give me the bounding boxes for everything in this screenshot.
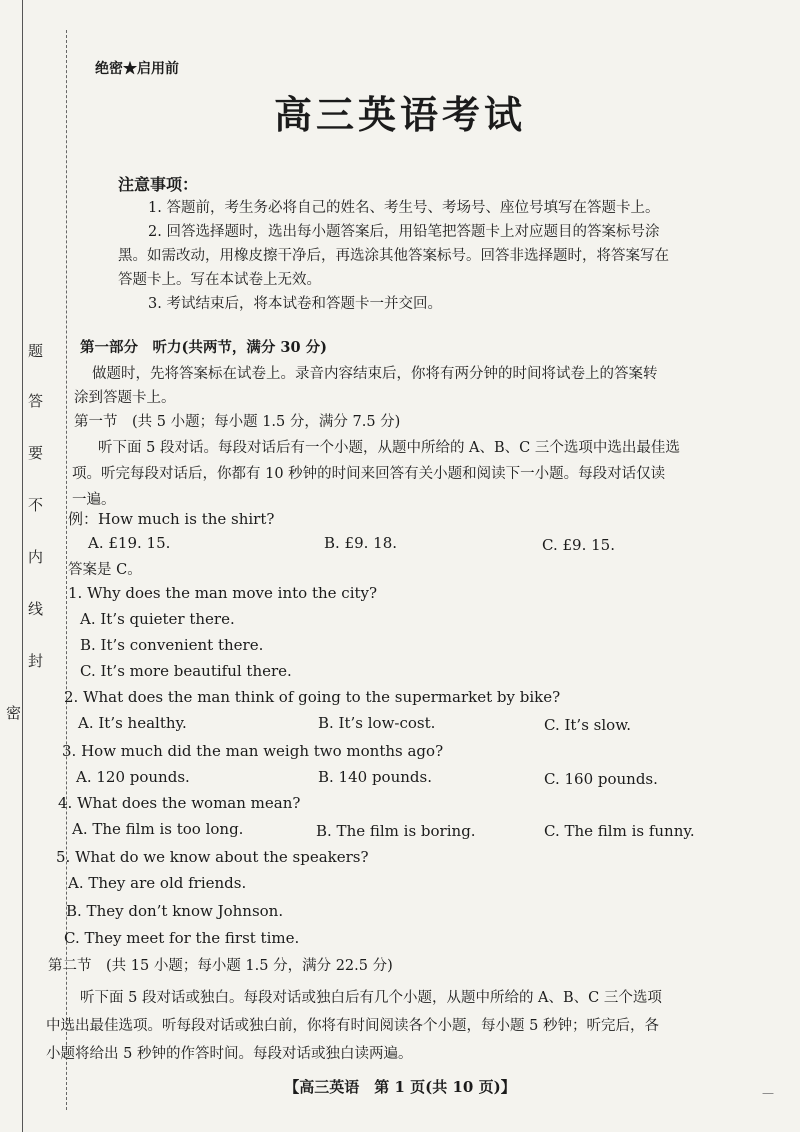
example-option: A. £19. 15. [88, 534, 171, 552]
question: 1. Why does the man move into the city? [68, 584, 378, 602]
example-answer: 答案是 C。 [68, 562, 142, 578]
binding-char: 密 [6, 704, 22, 722]
question: 4. What does the woman mean? [58, 794, 301, 812]
part1-intro-line: 做题时，先将答案标在试卷上。录音内容结束后，你将有两分钟的时间将试卷上的答案转 [92, 366, 658, 382]
page-footer: 【高三英语 第 1 页(共 10 页)】 [284, 1078, 516, 1096]
corner-mark: — [762, 1086, 774, 1100]
question-option: B. It’s low-cost. [318, 714, 436, 732]
question: 2. What does the man think of going to the supermarket by bike? [64, 688, 561, 706]
notice-line: 黑。如需改动，用橡皮擦干净后，再选涂其他答案标号。回答非选择题时，将答案写在 [118, 248, 669, 264]
question-option: C. It’s slow. [544, 716, 632, 734]
notice-line: 1. 答题前，考生务必将自己的姓名、考生号、考场号、座位号填写在答题卡上。 [148, 200, 660, 216]
binding-char: 要 [28, 444, 44, 462]
example-option: B. £9. 18. [324, 534, 398, 552]
binding-char: 题 [28, 342, 44, 360]
notice-heading: 注意事项： [118, 175, 199, 194]
binding-char: 不 [28, 496, 44, 514]
binding-char: 内 [28, 548, 44, 566]
notice-line: 2. 回答选择题时，选出每小题答案后，用铅笔把答题卡上对应题目的答案标号涂 [148, 224, 660, 240]
section1-instruction: 项。听完每段对话后，你都有 10 秒钟的时间来回答有关小题和阅读下一小题。每段对话仅读 [72, 466, 666, 482]
notice-line: 3. 考试结束后，将本试卷和答题卡一并交回。 [148, 296, 442, 312]
question-option: C. It’s more beautiful there. [80, 662, 292, 680]
question-option: A. The film is too long. [72, 820, 244, 838]
part1-heading: 第一部分 听力(共两节，满分 30 分) [80, 339, 327, 356]
binding-char: 答 [28, 392, 44, 410]
question-option: A. It’s quieter there. [80, 610, 235, 628]
section2-heading: 第二节 (共 15 小题；每小题 1.5 分，满分 22.5 分) [48, 958, 393, 974]
example-question: 例：How much is the shirt? [68, 510, 275, 528]
seal-line [66, 30, 67, 1110]
example-option: C. £9. 15. [542, 536, 615, 554]
binding-line [22, 0, 23, 1132]
confidential-label: 绝密★启用前 [95, 61, 179, 77]
page-title: 高三英语考试 [273, 92, 526, 137]
part1-intro-line: 涂到答题卡上。 [74, 390, 176, 406]
section1-heading: 第一节 (共 5 小题；每小题 1.5 分，满分 7.5 分) [74, 414, 401, 430]
question: 3. How much did the man weigh two months ago? [62, 742, 444, 760]
question-option: A. It’s healthy. [78, 714, 187, 732]
notice-line: 答题卡上。写在本试卷上无效。 [118, 272, 321, 288]
question-option: B. 140 pounds. [318, 768, 432, 786]
section2-instruction: 中选出最佳选项。听每段对话或独白前，你将有时间阅读各个小题，每小题 5 秒钟；听完后，各 [46, 1018, 659, 1034]
binding-char: 封 [28, 652, 44, 670]
question-option: B. It’s convenient there. [80, 636, 264, 654]
question: 5. What do we know about the speakers? [56, 848, 369, 866]
binding-char: 线 [28, 600, 44, 618]
question-option: B. They don’t know Johnson. [66, 902, 284, 920]
question-option: C. They meet for the first time. [64, 929, 300, 947]
question-option: C. 160 pounds. [544, 770, 658, 788]
section1-instruction: 一遍。 [72, 492, 116, 508]
section2-instruction: 小题将给出 5 秒钟的作答时间。每段对话或独白读两遍。 [46, 1046, 413, 1062]
question-option: C. The film is funny. [544, 822, 695, 840]
question-option: B. The film is boring. [316, 822, 476, 840]
section2-instruction: 听下面 5 段对话或独白。每段对话或独白后有几个小题，从题中所给的 A、B、C 三个选项 [80, 990, 662, 1006]
question-option: A. 120 pounds. [76, 768, 190, 786]
question-option: A. They are old friends. [68, 874, 247, 892]
section1-instruction: 听下面 5 段对话。每段对话后有一个小题，从题中所给的 A、B、C 三个选项中选出最佳选 [98, 440, 680, 456]
